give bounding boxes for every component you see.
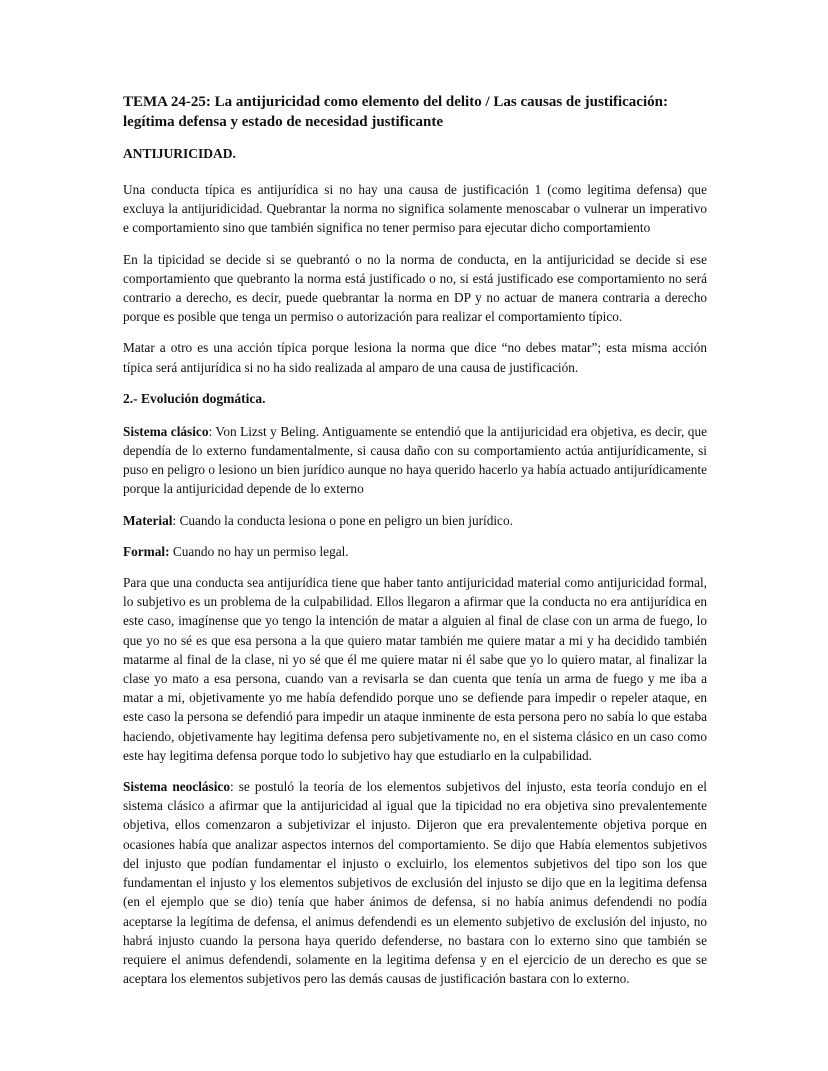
paragraph: Matar a otro es una acción típica porque lesiona la norma que dice “no debes matar”; esta misma acción típica será antijurídica si no ha sido realizada al amparo de una causa de justificación. <box>123 340 707 375</box>
section-heading: ANTIJURICIDAD. <box>123 146 236 161</box>
document-title: TEMA 24-25: La antijuricidad como elemento del delito / Las causas de justificación: legítima defensa y estado de necesidad justificante <box>123 94 668 130</box>
term-label: Sistema neoclásico <box>123 779 230 795</box>
paragraph-formal <box>123 542 707 561</box>
paragraph: Para que una conducta sea antijurídica tiene que haber tanto antijuricidad material como antijuricidad formal, lo subjetivo es un problema de la culpabilidad. Ellos llegaron a afirmar que la conducta no era antijurídica en este caso, imagínense que yo tengo la intención de matar a alguien al final de clase con un arma de fuego, lo que yo no sé es que esa persona a la que quiero matar también me quiere matar a mi y ha decidido también matarme al final de la clase, ni yo sé que él me quiere matar ni él sabe que yo lo quiero matar, al finalizar la clase yo mato a esa persona, cuando van a revisarla se dan cuenta que tenía un arma de fuego y me iba a matar a mi, objetivamente yo me había defendido porque uno se defiende para impedir o repeler ataque, en este caso la persona se defendió para impedir un ataque inminente de esta persona pero no sabía lo que estaba haciendo, objetivamente hay legitima defensa pero subjetivamente no, en el sistema clásico en un caso como este hay legitima defensa porque todo lo subjetivo hay que estudiarlo en la culpabilidad. <box>123 575 707 763</box>
document-page <box>123 92 707 1000</box>
term-label: Sistema clásico <box>123 423 209 439</box>
term-label: Formal: <box>123 543 170 559</box>
paragraph: En la tipicidad se decide si se quebrantó o no la norma de conducta, en la antijuricidad se decide si ese comportamiento que quebranto la norma está justificado o no, si está justificado ese comportamiento no será contrario a derecho, es decir, puede quebrantar la norma en DP y no actuar de manera contraria a derecho porque es posible que tenga un permiso o autorización para realizar el comportamiento típico. <box>123 251 707 325</box>
paragraph: Una conducta típica es antijurídica si no hay una causa de justificación 1 (como legitima defensa) que excluya la antijuridicidad. Quebrantar la norma no significa solamente menoscabar o vulnerar un imperativo e comportamiento sino que también significa no tener permiso para ejecutar dicho comportamiento <box>123 182 707 236</box>
paragraph-material <box>123 511 707 530</box>
term-label: Material <box>123 512 173 528</box>
term-text: : se postuló la teoría de los elementos subjetivos del injusto, esta teoría condujo en el sistema clásico a afirmar que la antijuricidad al igual que la tipicidad no era objetiva sino prevalentemente objetiva, ellos comenzaron a subjetivizar el injusto. Dijeron que era prevalentemente objetiva porque en ocasiones había que analizar aspectos internos del comportamiento. Se dijo que Había elementos subjetivos del injusto que podían fundamentar el injusto o excluirlo, los elementos subjetivos del tipo son los que fundamentan el injusto y los elementos subjetivos de exclusión del injusto se dijo que en la legitima defensa (en el ejemplo que se dio) tenía que haber ánimos de defensa, si no había animus defendendi no podía aceptarse la legítima de defensa, el animus defendendi es un elemento subjetivo de exclusión del injusto, no habrá injusto cuando la persona haya querido defenderse, no bastara con lo externo sino que también se requiere el animus defendendi, solamente en la legitima defensa y en el ejercicio de un derecho es que se aceptara los elementos subjetivos pero las demás causas de justificación bastara con lo externo. <box>123 779 707 987</box>
term-text: : Cuando la conducta lesiona o pone en peligro un bien jurídico. <box>172 512 513 528</box>
paragraph-sistema-clasico <box>123 422 707 499</box>
term-text: Cuando no hay un permiso legal. <box>169 543 349 559</box>
paragraph-sistema-neoclasico <box>123 777 707 988</box>
subsection-heading: 2.- Evolución dogmática. <box>123 390 266 406</box>
term-text: : Von Lizst y Beling. Antiguamente se entendió que la antijuricidad era objetiva, es decir, que dependía de lo externo fundamentalmente, si causa daño con su comportamiento actúa antijurídicamente, si puso en peligro o lesiono un bien jurídico aunque no haya querido hacerlo ya había actuado antijurídicamente porque la antijuricidad depende de lo externo <box>123 423 708 497</box>
